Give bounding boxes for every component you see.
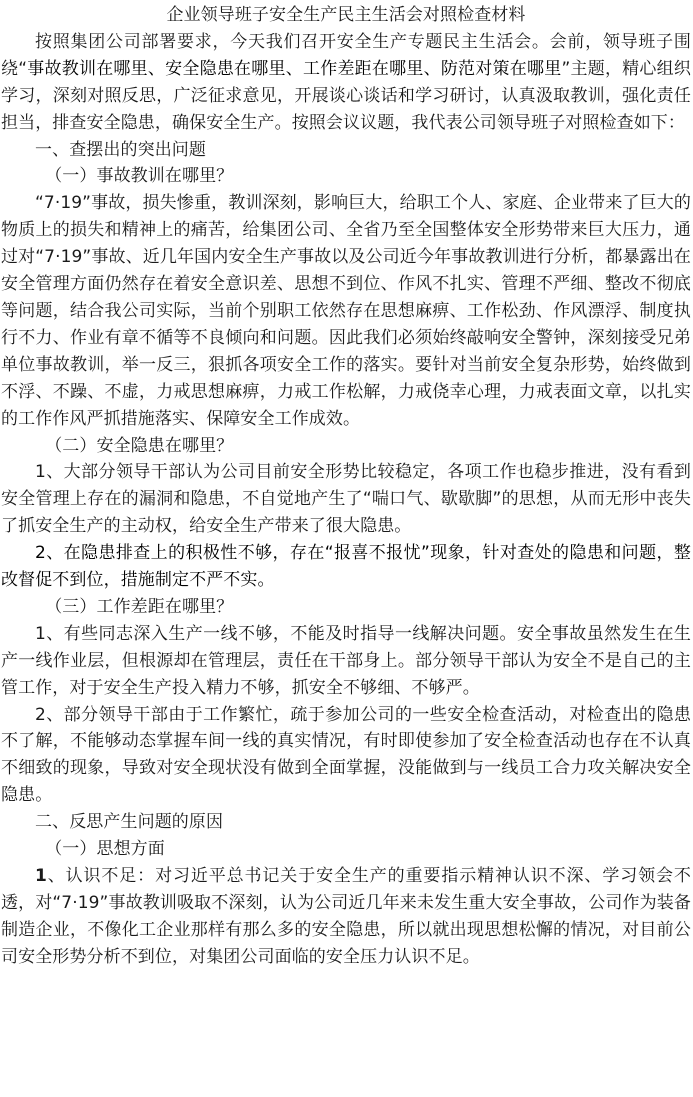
section-1-2-paragraph-1: 1、大部分领导干部认为公司目前安全形势比较稳定，各项工作也稳步推进，没有看到安全管理上存在的漏洞和隐患，不自觉地产生了“喘口气、歇歇脚”的思想，从而无形中丧失了抓安全生产的主动权，给安全生产带来了很大隐患。 — [1, 462, 691, 537]
intro-theme-text: 事故教训在哪里、安全隐患在哪里、工作差距在哪里、防范对策在哪里 — [27, 58, 562, 79]
intro-text-b: ”主题，精心组织学习，深刻对照反思，广泛征求意见，开展谈心谈话和学习研讨，认真汲取教训，强化责任担当，排查安全隐患，确保安全生产。按照会议议题，我代表公司领导班子对照检查如下： — [1, 58, 691, 133]
section-1-1-heading: （一）事故教训在哪里？ — [45, 166, 234, 187]
section-1-2-heading: （二）安全隐患在哪里？ — [45, 435, 234, 456]
section-1-3-heading: （三）工作差距在哪里？ — [45, 596, 234, 617]
section-2-1-heading: （一）思想方面 — [45, 839, 165, 860]
item-number: 1 — [35, 866, 47, 886]
section-1-3-paragraph-1: 1、有些同志深入生产一线不够，不能及时指导一线解决问题。安全事故虽然发生在生产一线作业层，但根源却在管理层，责任在干部身上。部分领导干部认为安全不是自己的主管工作，对于安全生产投入精力不够，抓安全不够细、不够严。 — [1, 623, 691, 698]
section-2-heading: 二、反思产生问题的原因 — [35, 812, 224, 833]
section-1-heading: 一、查摆出的突出问题 — [35, 139, 206, 160]
section-1-2-paragraph-2: 2、在隐患排查上的积极性不够，存在“报喜不报忧”现象，针对查处的隐患和问题，整改督促不到位，措施制定不严不实。 — [1, 543, 691, 591]
section-2-1-paragraph-1 — [1, 863, 691, 971]
section-1-3-paragraph-2: 2、部分领导干部由于工作繁忙，疏于参加公司的一些安全检查活动，对检查出的隐患不了解，不能够动态掌握车间一线的真实情况，有时即使参加了安全检查活动也存在不认真不细致的现象，导致对安全现状没有做到全面掌握，没能做到与一线员工合力攻关解决安全隐患。 — [1, 704, 691, 806]
intro-text-a: 按照集团公司部署要求，今天我们召开安全生产专题民主生活会。会前，领导班子围绕“ — [1, 31, 691, 79]
section-1-1-paragraph: “7·19”事故，损失惨重，教训深刻，影响巨大，给职工个人、家庭、企业带来了巨大的物质上的损失和精神上的痛苦，给集团公司、全省乃至全国整体安全形势带来巨大压力，通过对“7·19”事故、近几年国内安全生产事故以及公司近今年事故教训进行分析，都暴露出在安全管理方面仍然存在着安全意识差、思想不到位、作风不扎实、管理不严细、整改不彻底等问题，结合我公司实际，当前个别职工依然存在思想麻痹、工作松劲、作风漂浮、制度执行不力、作业有章不循等不良倾向和问题。因此我们必须始终敲响安全警钟，深刻接受兄弟单位事故教训，举一反三，狠抓各项安全工作的落实。要针对当前安全复杂形势，始终做到不浮、不躁、不虚，力戒思想麻痹，力戒工作松解，力戒侥幸心理，力戒表面文章，以扎实的工作作风严抓措施落实、保障安全工作成效。 — [1, 193, 691, 429]
section-2-1-paragraph-1-text: 、认识不足：对习近平总书记关于安全生产的重要指示精神认识不深、学习领会不透，对“7·19”事故教训吸取不深刻，认为公司近几年来未发生重大安全事故，公司作为装备制造企业，不像化工企业那样有那么多的安全隐患，所以就出现思想松懈的情况，对目前公司安全形势分析不到位，对集团公司面临的安全压力认识不足。 — [1, 866, 691, 967]
intro-paragraph — [1, 29, 691, 137]
document-title: 企业领导班子安全生产民主生活会对照检查材料 — [166, 5, 526, 25]
